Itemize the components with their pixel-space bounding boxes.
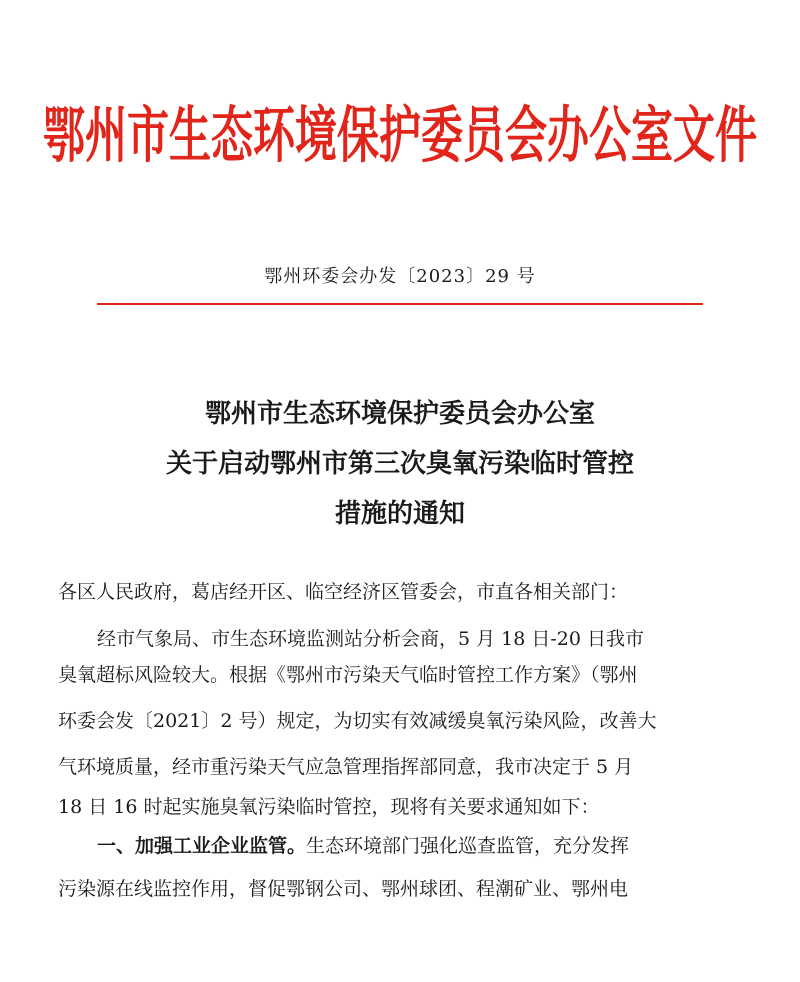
section-1-line-2: 污染源在线监控作用，督促鄂钢公司、鄂州球团、程潮矿业、鄂州电 — [58, 878, 629, 900]
red-separator-line — [97, 303, 703, 305]
masthead: 鄂州市生态环境保护委员会办公室文件 — [42, 99, 757, 171]
title-line-3: 措施的通知 — [334, 499, 465, 529]
section-1-heading: 一、加强工业企业监管。 — [97, 835, 307, 857]
title-line-1: 鄂州市生态环境保护委员会办公室 — [204, 399, 595, 429]
section-1-line-1 — [97, 834, 629, 858]
paragraph-1-line-1: 经市气象局、市生态环境监测站分析会商，5 月 18 日-20 日我市 — [97, 628, 645, 650]
section-1-text: 生态环境部门强化巡查监管，充分发挥 — [306, 835, 630, 857]
paragraph-1-line-4: 气环境质量，经市重污染天气应急管理指挥部同意，我市决定于 5 月 — [58, 756, 634, 778]
paragraph-1-line-2: 臭氧超标风险较大。根据《鄂州市污染天气临时管控工作方案》（鄂州 — [58, 664, 638, 686]
title-line-2: 关于启动鄂州市第三次臭氧污染临时管控 — [165, 449, 634, 479]
paragraph-1-line-5: 18 日 16 时起实施臭氧污染临时管控，现将有关要求通知如下： — [58, 796, 600, 818]
salutation: 各区人民政府，葛店经开区、临空经济区管委会，市直各相关部门： — [58, 581, 629, 603]
document-number: 鄂州环委会办发〔2023〕29 号 — [264, 266, 536, 287]
paragraph-1-line-3: 环委会发〔2021〕2 号）规定，为切实有效减缓臭氧污染风险，改善大 — [58, 710, 657, 732]
